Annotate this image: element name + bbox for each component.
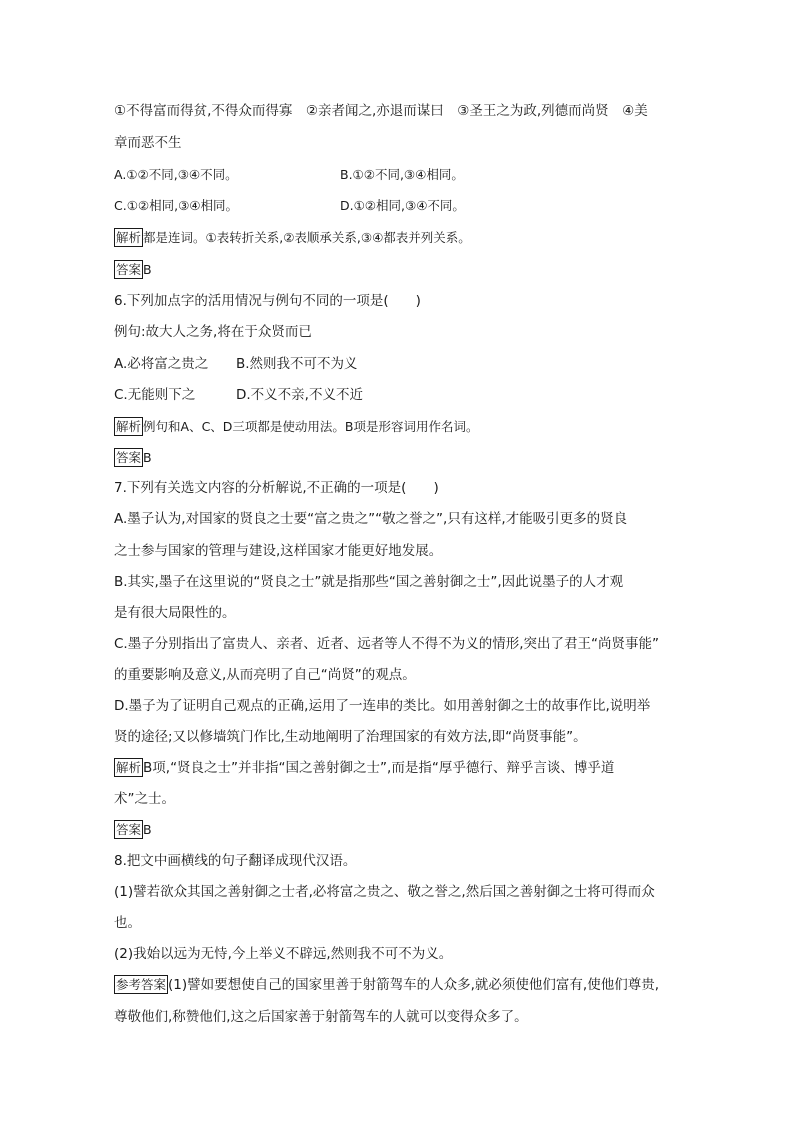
q7-stem: 7.下列有关选文内容的分析解说,不正确的一项是( )	[114, 480, 439, 496]
analysis-tag: 解析	[116, 419, 142, 434]
q8-reference-text: (1)譬如要想使自己的国家里善于射箭驾车的人众多,就必须使他们富有,使他们尊贵,	[168, 977, 660, 993]
q6-options-row-2	[114, 385, 694, 405]
q5-context-line-1: ①不得富而得贫,不得众而得寡 ②亲者闻之,亦退而谋曰 ③圣王之为政,列德而尚贤 ④美	[114, 103, 648, 119]
q7-option-a-line-2: 之士参与国家的管理与建设,这样国家才能更好地发展。	[114, 543, 443, 559]
q6-option-b: B.然则我不可不为义	[236, 356, 358, 372]
q6-answer-text: B	[143, 450, 152, 465]
answer-tag: 答案	[116, 262, 142, 277]
q7-answer-text: B	[143, 822, 152, 837]
q6-example: 例句:故大人之务,将在于众贤而已	[114, 324, 312, 340]
q7-answer	[114, 820, 694, 840]
q7-option-c-line-1: C.墨子分别指出了富贵人、亲者、近者、远者等人不得不为义的情形,突出了君王“尚贤事能”	[114, 636, 659, 652]
q8-stem: 8.把文中画横线的句子翻译成现代汉语。	[114, 853, 357, 869]
q7-option-b-line-1: B.其实,墨子在这里说的“贤良之士”就是指那些“国之善射御之士”,因此说墨子的人才观	[114, 574, 624, 590]
q5-answer	[114, 260, 694, 280]
q6-answer	[114, 448, 694, 468]
q6-analysis	[114, 417, 694, 437]
q5-options-row-2	[114, 196, 694, 216]
q5-option-a: A.①②不同,③④不同。	[114, 167, 238, 182]
q8-reference-line-2: 尊敬他们,称赞他们,这之后国家善于射箭驾车的人就可以变得众多了。	[114, 1009, 528, 1025]
q6-analysis-text: 例句和A、C、D三项都是使动用法。B项是形容词用作名词。	[143, 419, 479, 434]
q5-option-b: B.①②不同,③④相同。	[340, 167, 464, 182]
q7-analysis-line-1	[114, 758, 694, 778]
analysis-tag: 解析	[116, 230, 142, 245]
q7-option-b-line-2: 是有很大局限性的。	[114, 605, 236, 621]
q5-option-d: D.①②相同,③④不同。	[340, 198, 465, 213]
q7-option-c-line-2: 的重要影响及意义,从而亮明了自己“尚贤”的观点。	[114, 667, 416, 683]
q8-sentence-1-line-2: 也。	[114, 915, 141, 931]
q6-option-d: D.不义不亲,不义不近	[236, 387, 363, 403]
q7-option-a-line-1: A.墨子认为,对国家的贤良之士要“富之贵之”“敬之誉之”,只有这样,才能吸引更多的贤良	[114, 511, 628, 527]
q5-analysis-text: 都是连词。①表转折关系,②表顺承关系,③④都表并列关系。	[143, 230, 471, 245]
reference-answer-tag: 参考答案	[116, 977, 167, 992]
answer-tag: 答案	[116, 822, 142, 837]
q7-option-d-line-2: 贤的途径;又以修墙筑门作比,生动地阐明了治理国家的有效方法,即“尚贤事能”。	[114, 729, 587, 745]
q7-analysis-line-2: 术”之士。	[114, 791, 175, 807]
q5-options-row-1	[114, 165, 694, 185]
q7-option-d-line-1: D.墨子为了证明自己观点的正确,运用了一连串的类比。如用善射御之士的故事作比,说明举	[114, 698, 651, 714]
q5-context-line-2: 章而恶不生	[114, 135, 182, 151]
q5-option-c: C.①②相同,③④相同。	[114, 198, 238, 213]
q8-sentence-1-line-1: (1)譬若欲众其国之善射御之士者,必将富之贵之、敬之誉之,然后国之善射御之士将可得而众	[114, 884, 655, 900]
q6-options-row-1	[114, 354, 694, 374]
analysis-tag: 解析	[116, 760, 142, 775]
q8-sentence-2: (2)我始以远为无恃,今上举义不辟远,然则我不可不为义。	[114, 946, 453, 962]
q5-analysis	[114, 228, 694, 248]
q6-option-c: C.无能则下之	[114, 387, 196, 403]
q6-option-a: A.必将富之贵之	[114, 356, 209, 372]
q7-analysis-text: B项,“贤良之士”并非指“国之善射御之士”,而是指“厚乎德行、辩乎言谈、博乎道	[143, 760, 615, 776]
q8-reference-line-1	[114, 975, 694, 995]
q6-stem: 6.下列加点字的活用情况与例句不同的一项是( )	[114, 293, 421, 309]
answer-tag: 答案	[116, 450, 142, 465]
q5-answer-text: B	[143, 262, 152, 277]
